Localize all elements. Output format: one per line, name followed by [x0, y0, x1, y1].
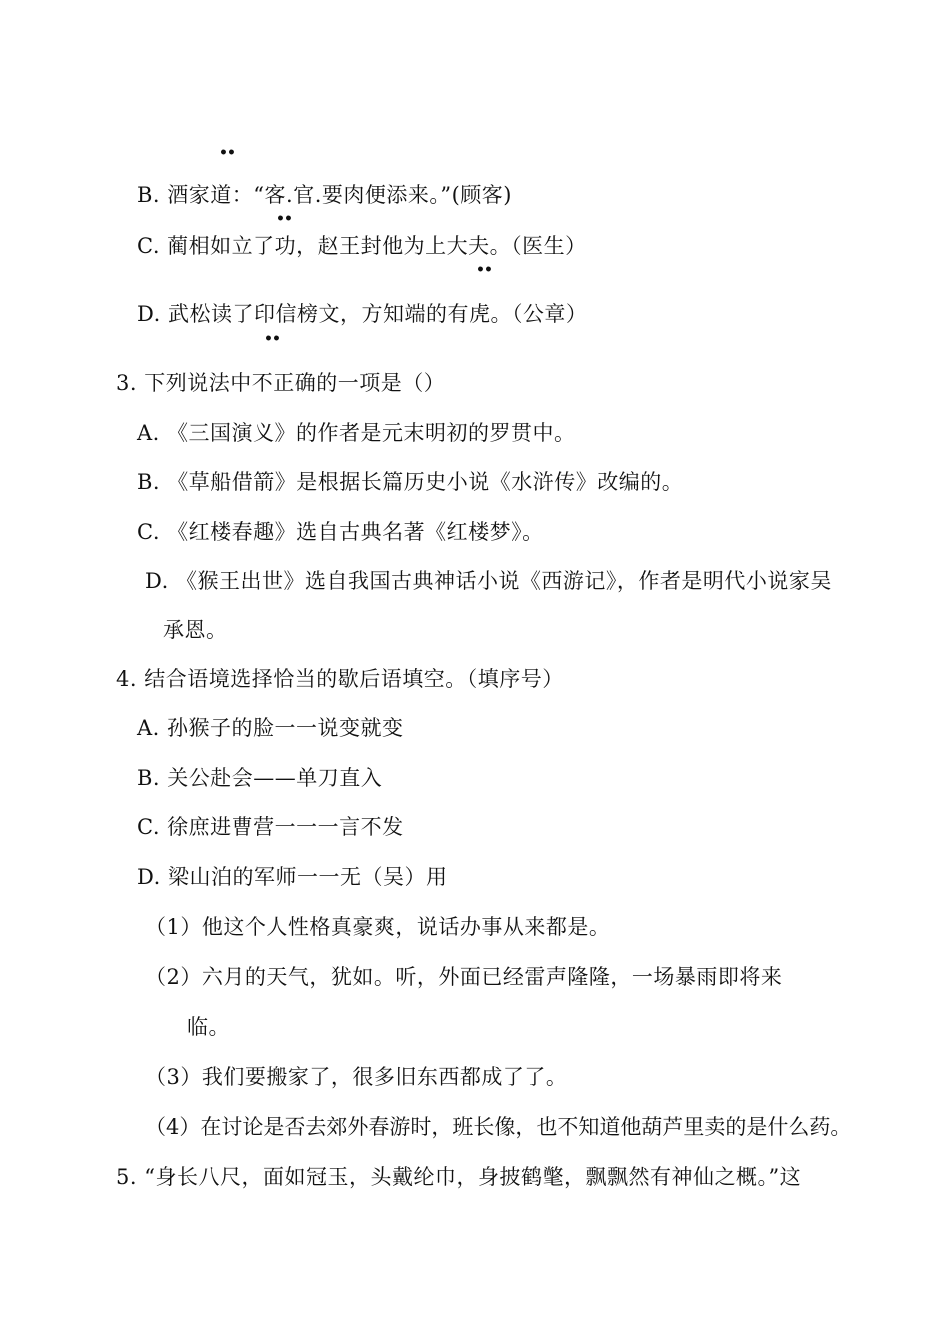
emphasis-dots: ••: [476, 262, 492, 278]
q3-option-d: D. 《猴王出世》选自我国古典神话小说《西游记》，作者是明代小说家吴: [145, 569, 832, 593]
q2-option-b: B. 酒家道：“客.官.要肉便添来。”(顾客): [137, 183, 512, 207]
q5-stem: 5. “身长八尺，面如冠玉，头戴纶巾，身披鹤氅，飘飘然有神仙之概。”这: [116, 1165, 802, 1189]
emphasis-dots: ••: [276, 211, 292, 227]
q4-blank-2: （2）六月的天气，犹如。听，外面已经雷声隆隆，一场暴雨即将来: [145, 965, 783, 989]
q2-option-d: D. 武松读了印信榜文，方知端的有虎。（公章）: [137, 302, 588, 326]
q3-option-c: C. 《红楼春趣》选自古典名著《红楼梦》。: [137, 520, 544, 544]
q4-option-b: B. 关公赴会——单刀直入: [137, 766, 383, 790]
q2-option-c: C. 蔺相如立了功，赵王封他为上大夫。（医生）: [137, 234, 587, 258]
q4-stem: 4. 结合语境选择恰当的歇后语填空。（填序号）: [116, 667, 564, 691]
emphasis-dots: ••: [219, 145, 235, 161]
emphasis-dots: ••: [264, 331, 280, 347]
q4-option-c: C. 徐庶进曹营一一一言不发: [137, 815, 404, 839]
q4-option-d: D. 梁山泊的军师一一无（吴）用: [137, 865, 448, 889]
q3-option-d-continued: 承恩。: [163, 618, 228, 642]
q4-blank-1: （1）他这个人性格真豪爽，说话办事从来都是。: [145, 915, 611, 939]
q3-option-a: A. 《三国演义》的作者是元末明初的罗贯中。: [137, 421, 576, 445]
q3-stem: 3. 下列说法中不正确的一项是（）: [116, 371, 446, 395]
q4-blank-2-continued: 临。: [187, 1015, 230, 1039]
q4-blank-3: （3）我们要搬家了，很多旧东西都成了了。: [145, 1065, 568, 1089]
q4-option-a: A. 孙猴子的脸一一说变就变: [137, 716, 404, 740]
q3-option-b: B. 《草船借箭》是根据长篇历史小说《水浒传》改编的。: [137, 470, 684, 494]
q4-blank-4: （4）在讨论是否去郊外春游时，班长像，也不知道他葫芦里卖的是什么药。: [145, 1115, 852, 1139]
